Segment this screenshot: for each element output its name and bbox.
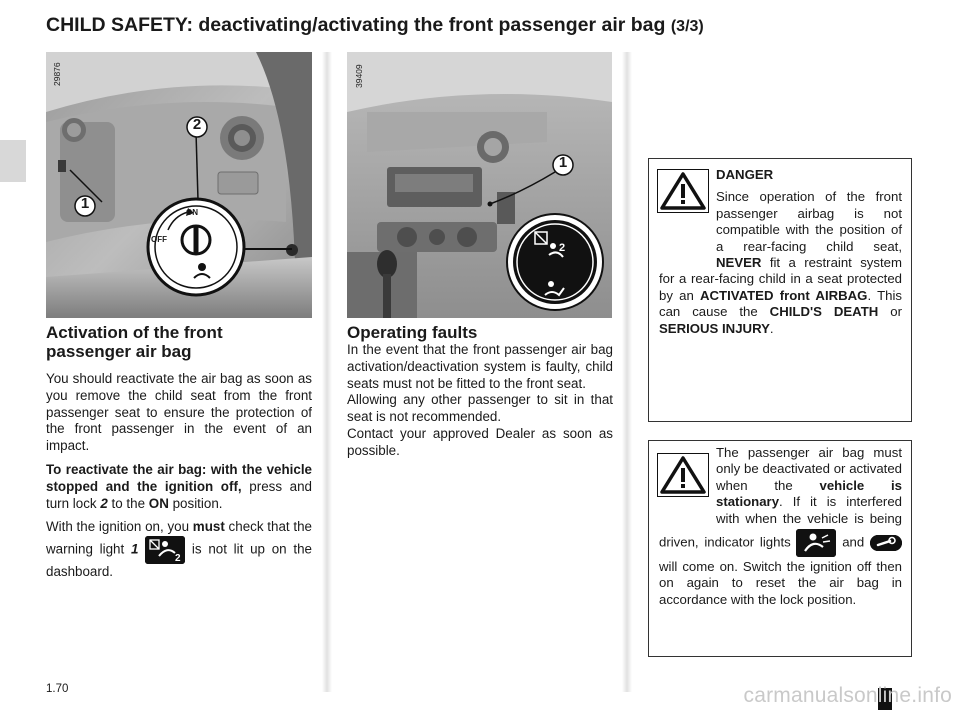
lock-off-label: OFF: [151, 235, 167, 244]
title-suffix: (3/3): [670, 18, 704, 35]
danger-label: DANGER: [716, 167, 774, 182]
callout-1: 1: [558, 154, 568, 171]
airbag-indicator-icon: [796, 529, 836, 557]
image-code: 29876: [52, 62, 62, 86]
page-number: 1.70: [46, 683, 69, 695]
watermark: carmanualsonline.info: [743, 684, 952, 707]
faults-paragraph-2: Allowing any other passenger to sit in that seat is not recommended.: [347, 392, 613, 425]
title-main: CHILD SAFETY: deactivating/activating the front passenger air bag: [46, 14, 666, 36]
must-emphasis: must: [192, 519, 225, 535]
image-code: 39409: [354, 64, 364, 88]
faults-heading: Operating faults: [347, 323, 478, 342]
indicator-digit: 2: [559, 242, 566, 254]
column-divider: [622, 52, 632, 692]
callout-2: 2: [192, 116, 202, 133]
lock-on-label: ON: [186, 208, 198, 217]
photo-dashboard-indicator: [347, 52, 612, 318]
activation-paragraph-2: To reactivate the air bag: with the vehicle stopped and the ignition off, press and turn lock 2 to the ON position.: [46, 461, 312, 511]
activation-paragraph-1: You should reactivate the air bag as soon as you remove the child seat from the front passenger seat to ensure the protection of the front passenger in the event of an impact.: [46, 371, 312, 454]
airbag-off-icon: [145, 536, 185, 564]
danger-box: [648, 158, 912, 422]
lock-number: 2: [100, 495, 108, 511]
activation-heading: Activation of the front passenger air bag: [46, 323, 223, 361]
photo-lock-switch: [46, 52, 312, 318]
page-title: [46, 14, 704, 37]
activation-section: [46, 323, 312, 581]
activation-paragraph-3: With the ignition on, you must check that the warning light 1 2 is not lit up on the dashboard.: [46, 519, 312, 580]
note-text: The passenger air bag must only be deactivated or activated when the vehicle is stationary. If it is interfered with when the vehicle is being driven, indicator lights and will come on. Switch the ignition off then on again to reset the air bag in accordance with the lock position.: [659, 445, 903, 607]
note-box: [648, 440, 912, 657]
callout-1: 1: [80, 195, 90, 212]
activation-instruction-bold: To reactivate the air bag: with the vehicle stopped and the ignition off,: [46, 461, 312, 494]
faults-paragraph-1: In the event that the front passenger air bag activation/deactivation system is faulty, child seats must not be fitted to the front seat.: [347, 342, 613, 391]
danger-text: DANGER Since operation of the front passenger airbag is not compatible with the position of a rear-facing child seat, NEVER fit a restraint system for a rear-facing child in a seat protected by an ACTIVATED front AIRBAG. This can cause the CHILD'S DEATH or SERIOUS INJURY.: [659, 167, 902, 336]
spanner-warning-icon: [870, 535, 902, 551]
on-position: ON: [148, 495, 169, 511]
faults-paragraph-3: Contact your approved Dealer as soon as possible.: [347, 425, 613, 458]
airbag-off-icon-digit: 2: [175, 553, 181, 565]
faults-section: [347, 323, 613, 460]
warning-light-number: 1: [130, 541, 139, 557]
column-divider: [322, 52, 332, 692]
section-tab: [0, 140, 26, 182]
